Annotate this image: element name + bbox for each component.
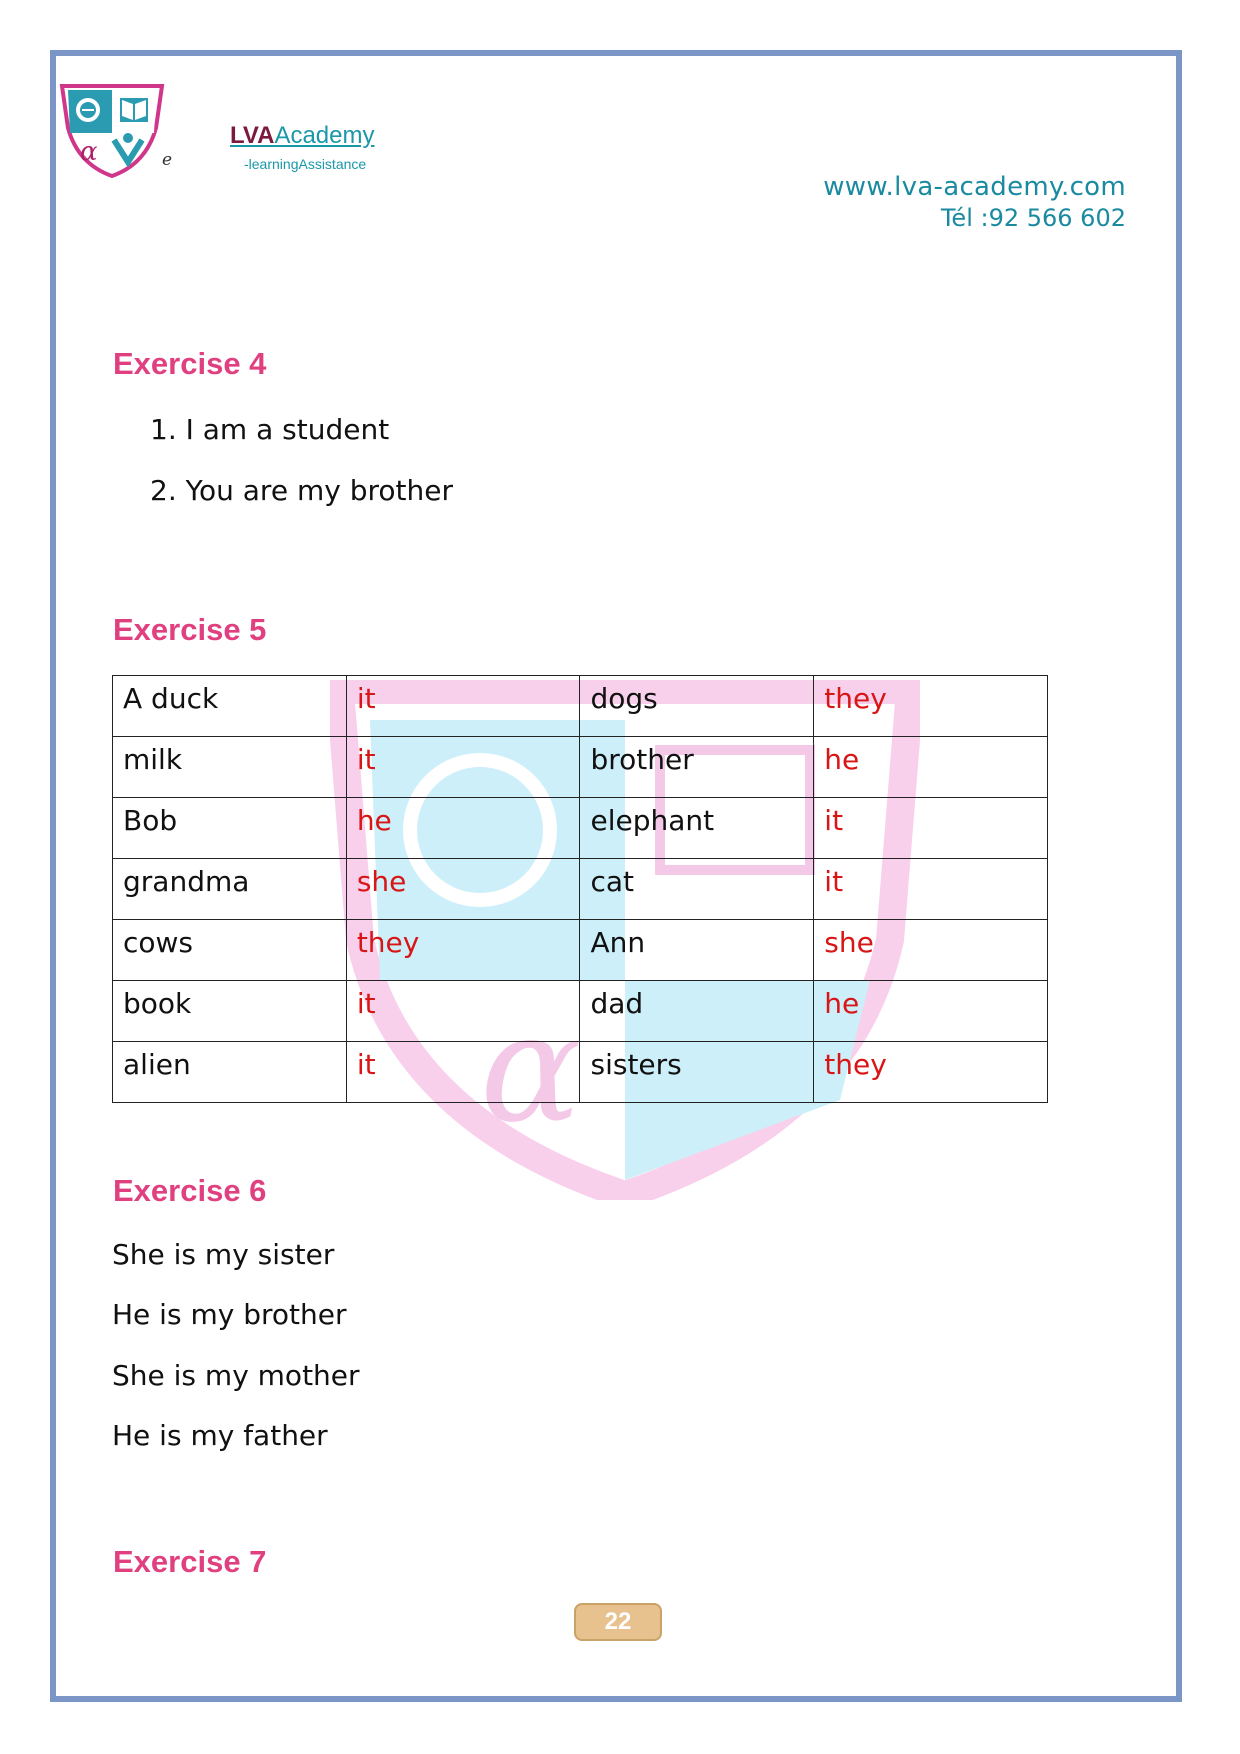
phone-number: Tél :92 566 602 (940, 204, 1126, 232)
academy-logo-icon (56, 78, 168, 178)
pronoun-cell: it (814, 859, 1048, 920)
exercise-4-item: 2. You are my brother (150, 474, 453, 507)
brand-academy: Academy (274, 122, 375, 149)
exercise-7-title: Exercise 7 (113, 1544, 267, 1579)
svg-text:α: α (80, 137, 98, 167)
exercise-4-item: 1. I am a student (150, 413, 390, 446)
pronoun-cell: she (814, 920, 1048, 981)
pronoun-cell: they (814, 1042, 1048, 1103)
pronoun-cell: it (346, 676, 580, 737)
brand-lva: LVA (230, 122, 275, 149)
exercise-5-title: Exercise 5 (113, 612, 267, 647)
exercise-6-line: She is my mother (112, 1359, 360, 1392)
noun-cell: Ann (580, 920, 814, 981)
exercise-4-title: Exercise 4 (113, 346, 267, 381)
exercise-6-line: She is my sister (112, 1238, 335, 1271)
exercise-6-line: He is my father (112, 1419, 328, 1452)
noun-cell: milk (113, 737, 347, 798)
noun-cell: grandma (113, 859, 347, 920)
noun-cell: dad (580, 981, 814, 1042)
table-row (113, 676, 1048, 737)
pronoun-cell: she (346, 859, 580, 920)
brand-name[interactable] (230, 122, 374, 150)
noun-cell: cows (113, 920, 347, 981)
table-row (113, 981, 1048, 1042)
exercise-6-title: Exercise 6 (113, 1173, 267, 1208)
pronoun-cell: they (814, 676, 1048, 737)
noun-cell: cat (580, 859, 814, 920)
noun-cell: brother (580, 737, 814, 798)
table-row (113, 737, 1048, 798)
pronoun-cell: it (346, 981, 580, 1042)
pronoun-cell: he (814, 737, 1048, 798)
noun-cell: A duck (113, 676, 347, 737)
pronoun-cell: it (814, 798, 1048, 859)
noun-cell: sisters (580, 1042, 814, 1103)
table-row (113, 798, 1048, 859)
exercise-6-line: He is my brother (112, 1298, 347, 1331)
noun-cell: book (113, 981, 347, 1042)
pronoun-cell: he (346, 798, 580, 859)
table-row (113, 920, 1048, 981)
noun-cell: Bob (113, 798, 347, 859)
website-link[interactable]: www.lva-academy.com (823, 172, 1126, 202)
table-row (113, 1042, 1048, 1103)
page-number-badge: 22 (574, 1603, 662, 1641)
pronoun-cell: they (346, 920, 580, 981)
table-row (113, 859, 1048, 920)
pronoun-cell: he (814, 981, 1048, 1042)
noun-cell: elephant (580, 798, 814, 859)
noun-cell: dogs (580, 676, 814, 737)
pronoun-cell: it (346, 1042, 580, 1103)
pronoun-cell: it (346, 737, 580, 798)
svg-text:α: α (480, 982, 582, 1156)
brand-tagline: -learningAssistance (244, 156, 367, 172)
logo-e-letter: e (162, 150, 173, 170)
pronoun-table (112, 675, 1048, 1103)
noun-cell: alien (113, 1042, 347, 1103)
